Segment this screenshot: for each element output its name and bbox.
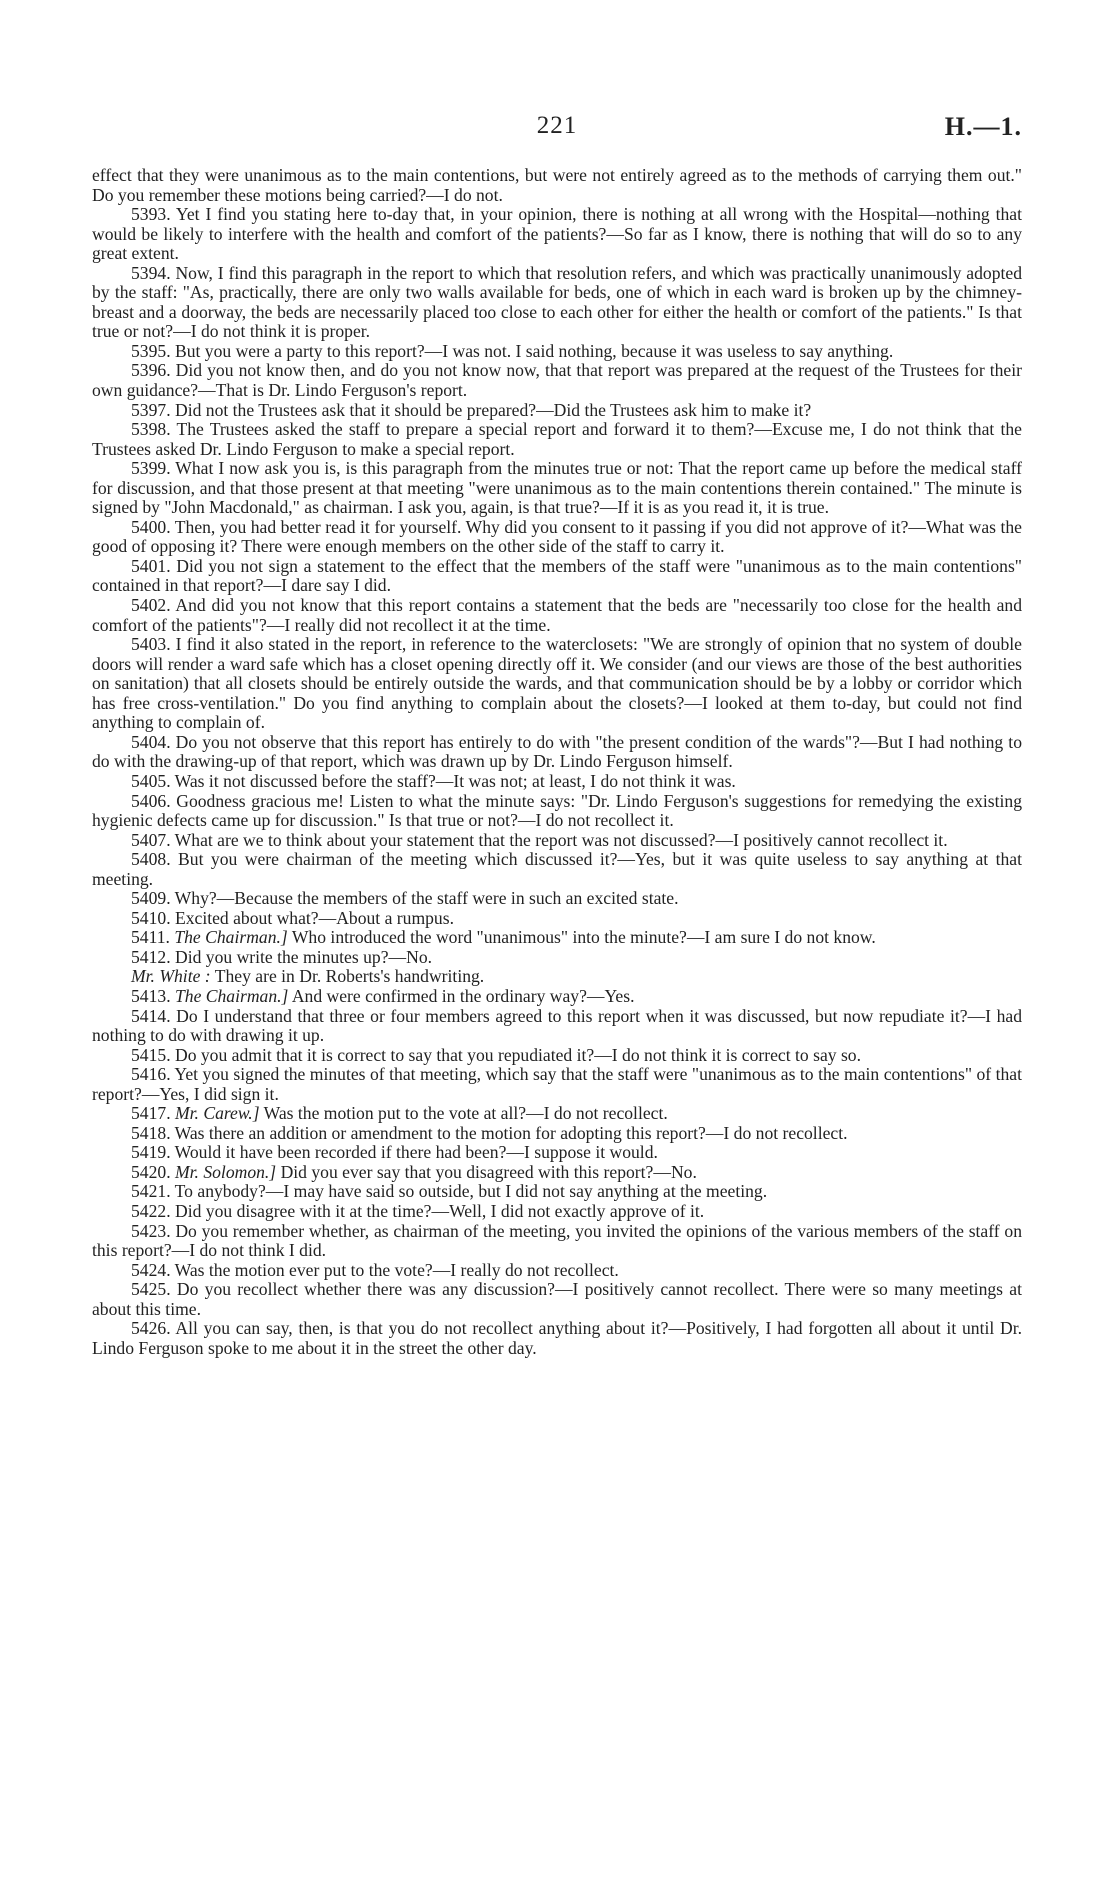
paragraph: 5403. I find it also stated in the report, in reference to the waterclosets: "We are strongly of opinion that no system of double doors will render a ward safe which has a closet opening directly off it. We consider (and our views are those of the best authorities on sanitation) that all closets should be entirely outside the wards, and that communication should be by a lobby or corridor which has free cross-ventilation." Do you find anything to complain about the closets?—I looked at them to-day, but could not find anything to complain of.	[92, 634, 1022, 733]
paragraph: 5401. Did you not sign a statement to the effect that the members of the staff were "unanimous as to the main contentions" contained in that report?—I dare say I did.	[92, 555, 1022, 596]
question-number: 5417.	[131, 1103, 175, 1124]
paragraph: 5426. All you can say, then, is that you do not recollect anything about it?—Positively, I had forgotten all about it until Dr. Lindo Ferguson spoke to me about it in the street the other day.	[92, 1318, 1022, 1358]
speaker-name: Mr. White :	[131, 966, 211, 987]
paragraph: 5399. What I now ask you is, is this paragraph from the minutes true or not: That the report came up before the medical staff for discussion, and that those present at that meeting "were unanimous as to the main contentions therein contained." The minute is signed by "John Macdonald," as chairman. I ask you, again, is that true?—If it is as you read it, it is true.	[92, 458, 1022, 518]
paragraph: 5407. What are we to think about your statement that the report was not discussed?—I positively cannot recollect it.	[131, 829, 948, 850]
paragraph-text: And were confirmed in the ordinary way?—Yes.	[288, 985, 635, 1006]
paragraph: 5418. Was there an addition or amendment to the motion for adopting this report?—I do not recollect.	[131, 1122, 848, 1143]
paragraph	[92, 1104, 1022, 1124]
paragraph: 5405. Was it not discussed before the staff?—It was not; at least, I do not think it was.	[131, 770, 736, 791]
paragraph: 5395. But you were a party to this report?—I was not. I said nothing, because it was useless to say anything.	[131, 340, 894, 361]
paragraph	[92, 1163, 1022, 1183]
question-number: 5420.	[131, 1161, 175, 1182]
paragraph: 5419. Would it have been recorded if there had been?—I suppose it would.	[131, 1142, 658, 1163]
paragraph: 5394. Now, I find this paragraph in the report to which that resolution refers, and which was practically unanimously adopted by the staff: "As, practically, there are only two walls available for beds, one of which in each ward is broken up by the chimney-breast and a doorway, the beds are necessarily placed too close to each other for either the health or comfort of the patients." Is that true or not?—I do not think it is proper.	[92, 262, 1022, 342]
paragraph: 5416. Yet you signed the minutes of that meeting, which say that the staff were "unanimous as to the main contentions" of that report?—Yes, I did sign it.	[92, 1064, 1022, 1104]
paragraph: 5422. Did you disagree with it at the time?—Well, I did not exactly approve of it.	[131, 1200, 705, 1221]
paragraph: 5409. Why?—Because the members of the staff were in such an excited state.	[131, 888, 679, 909]
page-number: 221	[536, 112, 578, 139]
page-header	[92, 112, 1022, 146]
paragraph: 5404. Do you not observe that this report has entirely to do with "the present condition of the wards"?—But I had nothing to do with the drawing-up of that report, which was drawn up by Dr. Lindo Ferguson himself.	[92, 731, 1022, 772]
paragraph: 5402. And did you not know that this report contains a statement that the beds are "necessarily too close for the health and comfort of the patients"?—I really did not recollect it at the time.	[92, 595, 1022, 635]
paragraph: 5423. Do you remember whether, as chairman of the meeting, you invited the opinions of the various members of the staff on this report?—I do not think I did.	[92, 1220, 1022, 1261]
paragraph: 5421. To anybody?—I may have said so outside, but I did not say anything at the meeting.	[131, 1181, 768, 1202]
question-number: 5411.	[131, 927, 175, 948]
question-number: 5413.	[131, 985, 175, 1006]
speaker-name: The Chairman.]	[174, 985, 289, 1006]
document-reference: H.—1.	[944, 112, 1022, 141]
paragraph: 5415. Do you admit that it is correct to say that you repudiated it?—I do not think it is correct to say so.	[131, 1044, 861, 1065]
paragraph	[92, 987, 1022, 1007]
paragraph: 5410. Excited about what?—About a rumpus.	[131, 907, 454, 928]
paragraph: 5424. Was the motion ever put to the vote?—I really do not recollect.	[131, 1259, 619, 1280]
paragraph: 5400. Then, you had better read it for yourself. Why did you consent to it passing if you did not approve of it?—What was the good of opposing it? There were enough members on the other side of the staff to carry it.	[92, 516, 1022, 557]
paragraph	[92, 967, 1022, 987]
paragraph-text: Did you ever say that you disagreed with this report?—No.	[276, 1161, 697, 1182]
paragraph-text: They are in Dr. Roberts's handwriting.	[210, 966, 485, 987]
paragraph: 5397. Did not the Trustees ask that it should be prepared?—Did the Trustees ask him to make it?	[131, 399, 812, 420]
paragraph: effect that they were unanimous as to the main contentions, but were not entirely agreed as to the methods of carrying them out." Do you remember these motions being carried?—I do not.	[92, 165, 1022, 205]
body-text	[92, 166, 1022, 1358]
speaker-name: Mr. Carew.]	[174, 1103, 260, 1124]
paragraph: 5393. Yet I find you stating here to-day that, in your opinion, there is nothing at all wrong with the Hospital—nothing that would be likely to interfere with the health and comfort of the patients?—So far as I know, there is nothing that will do so to any great extent.	[92, 204, 1022, 264]
speaker-name: Mr. Solomon.]	[174, 1161, 277, 1182]
paragraph-text: Was the motion put to the vote at all?—I do not recollect.	[259, 1103, 668, 1124]
paragraph: 5412. Did you write the minutes up?—No.	[131, 946, 433, 967]
paragraph-text: Who introduced the word "unanimous" into the minute?—I am sure I do not know.	[287, 927, 876, 948]
paragraph: 5398. The Trustees asked the staff to prepare a special report and forward it to them?—Excuse me, I do not think that the Trustees asked Dr. Lindo Ferguson to make a special report.	[92, 419, 1022, 459]
paragraph: 5414. Do I understand that three or four members agreed to this report when it was discussed, but now repudiate it?—I had nothing to do with drawing it up.	[92, 1005, 1022, 1046]
paragraph: 5408. But you were chairman of the meeting which discussed it?—Yes, but it was quite useless to say anything at that meeting.	[92, 849, 1022, 889]
paragraph	[92, 928, 1022, 948]
paragraph: 5406. Goodness gracious me! Listen to what the minute says: "Dr. Lindo Ferguson's suggestions for remedying the existing hygienic defects came up for discussion." Is that true or not?—I do not recollect it.	[92, 790, 1022, 831]
paragraph: 5425. Do you recollect whether there was any discussion?—I positively cannot recollect. There were so many meetings at about this time.	[92, 1279, 1022, 1319]
speaker-name: The Chairman.]	[174, 927, 288, 948]
paragraph: 5396. Did you not know then, and do you not know now, that that report was prepared at the request of the Trustees for their own guidance?—That is Dr. Lindo Ferguson's report.	[92, 360, 1022, 401]
